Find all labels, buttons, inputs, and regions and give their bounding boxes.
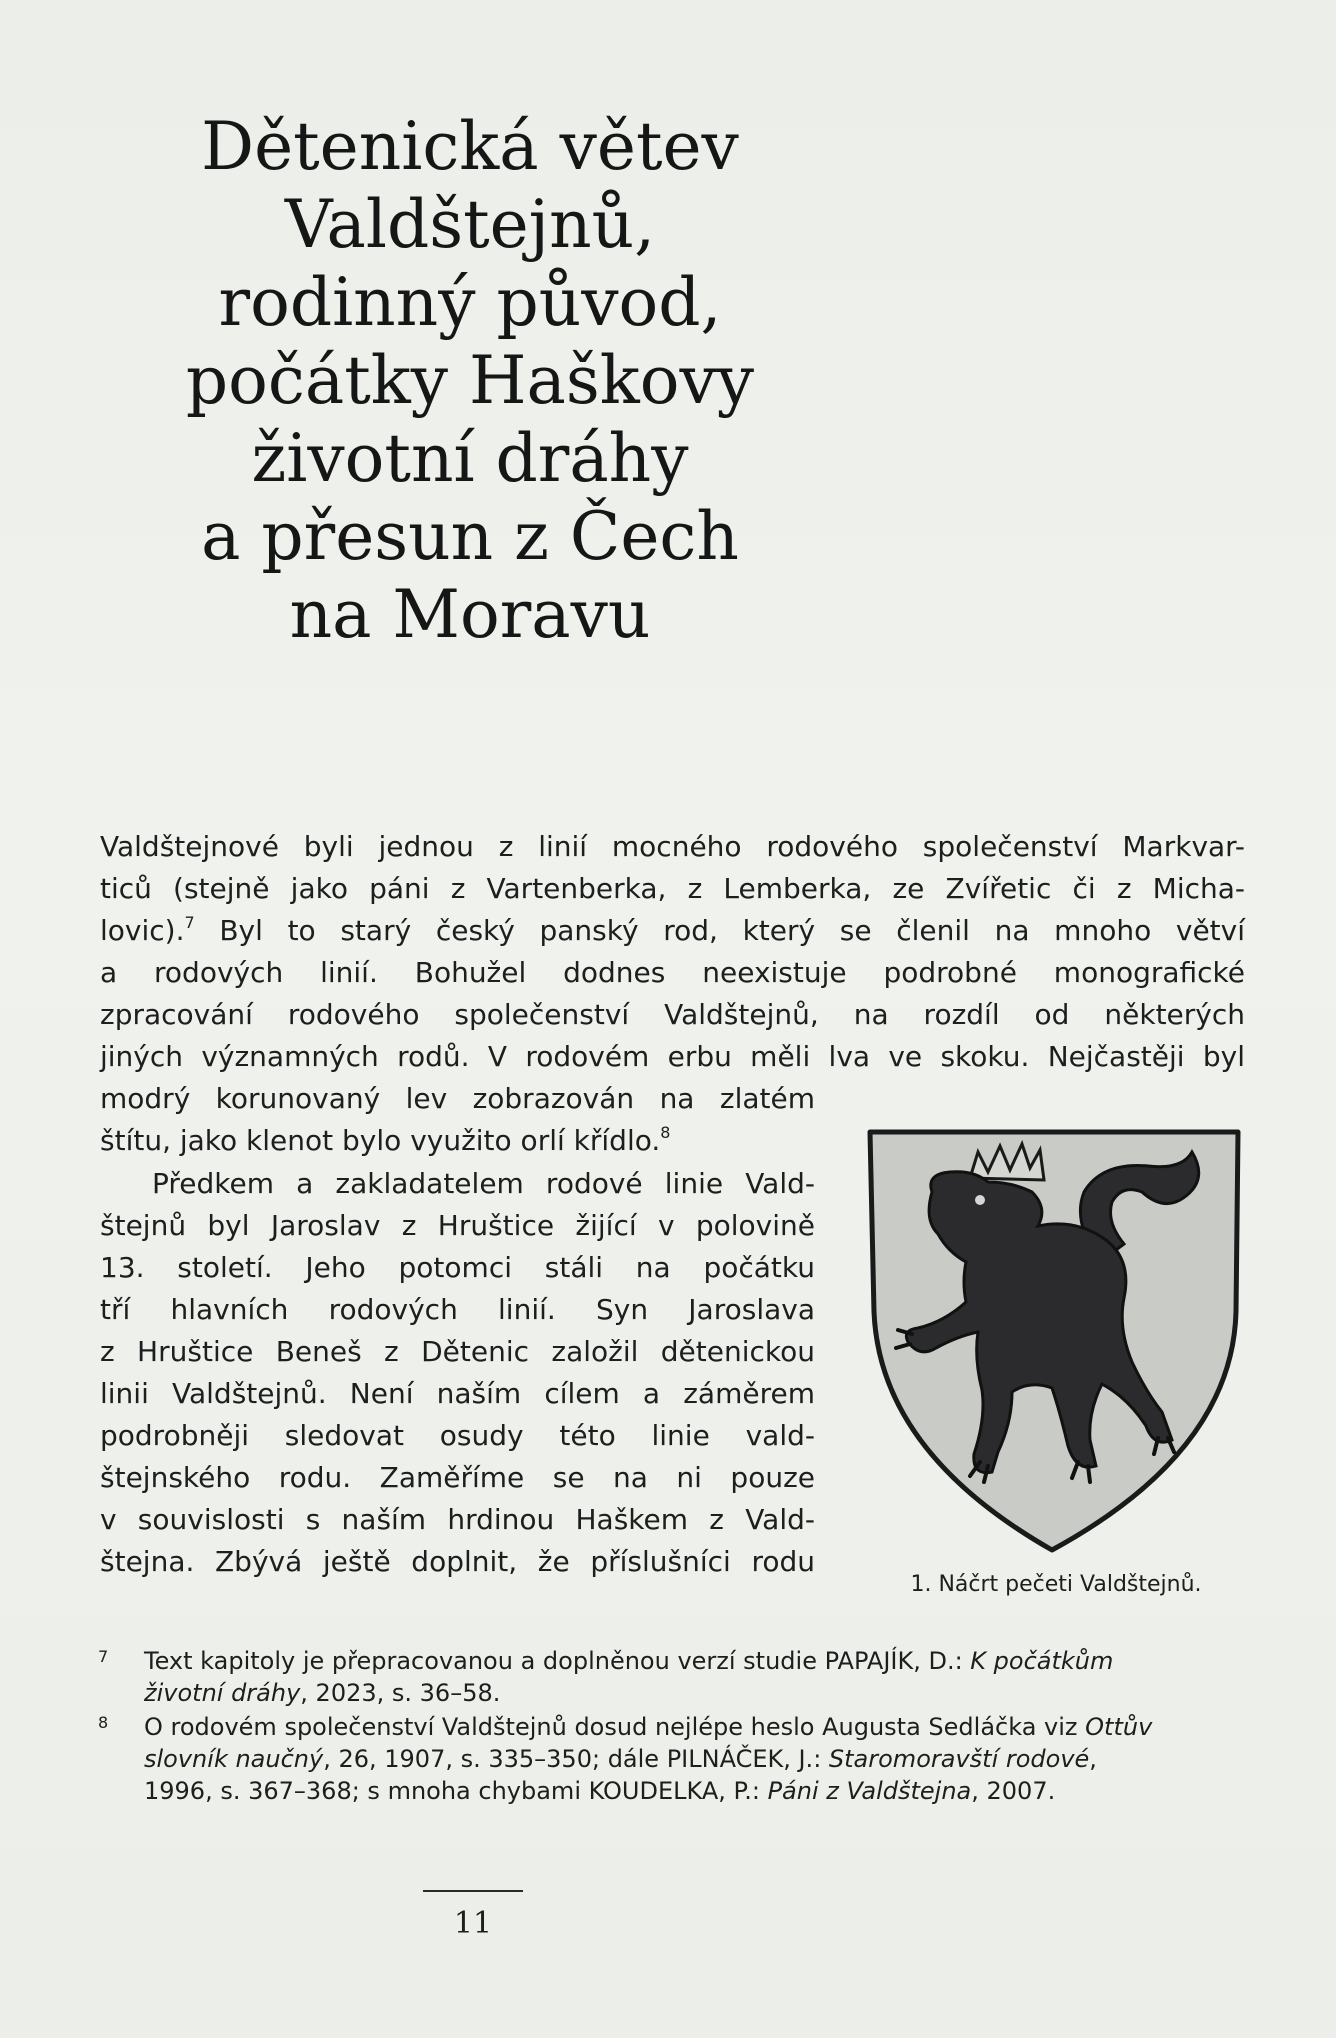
text-segment: Staromoravští rodové <box>828 1745 1090 1773</box>
text-segment: Ottův <box>1085 1713 1153 1741</box>
paragraph-1 <box>100 826 1245 1162</box>
page-number-rule <box>423 1890 523 1892</box>
text-segment: Páni z Valdštejna <box>767 1777 972 1805</box>
footnote-line <box>144 1775 1246 1807</box>
text-line: štejnů byl Jaroslav z Hruštice žijící v polovině <box>100 1209 815 1242</box>
text-line: štejnského rodu. Zaměříme se na ni pouze <box>100 1461 815 1494</box>
chapter-title <box>140 108 800 654</box>
footnote-number: 8 <box>98 1713 109 1732</box>
text-line: zpracování rodového společenství Valdštejnů, na rozdíl od některých <box>100 998 1245 1031</box>
footnote-line <box>144 1711 1246 1743</box>
text-segment: K počátkům <box>970 1647 1114 1675</box>
text-segment: Byl to starý český panský rod, který se členil na mnoho větví <box>194 914 1245 947</box>
footnote-line <box>144 1743 1246 1775</box>
title-line: počátky Haškovy <box>185 342 755 419</box>
lion-coat-of-arms-icon <box>862 1122 1246 1562</box>
page-number: 11 <box>453 1906 493 1941</box>
text-line: z Hruštice Beneš z Dětenic založil dětenickou <box>100 1335 815 1368</box>
text-line <box>100 1120 815 1162</box>
text-segment: Text kapitoly je přepracovanou a doplněnou verzí studie PAPAJÍK, D.: <box>144 1647 971 1675</box>
footnotes <box>96 1645 1246 1809</box>
title-line: životní dráhy <box>251 420 689 497</box>
figure-caption: 1. Náčrt pečeti Valdštejnů. <box>910 1572 1202 1597</box>
text-line: štejna. Zbývá ještě doplnit, že příslušníci rodu <box>100 1545 815 1578</box>
text-line: ticů (stejně jako páni z Vartenberka, z Lemberka, ze Zvířetic či z Micha- <box>100 872 1245 905</box>
text-line: 13. století. Jeho potomci stáli na počátku <box>100 1251 815 1284</box>
text-segment: , 2023, s. 36–58. <box>300 1679 501 1707</box>
title-line: na Moravu <box>289 576 651 653</box>
title-line: rodinný původ, <box>218 264 722 341</box>
paragraph-2 <box>100 1163 815 1583</box>
footnote <box>96 1645 1246 1709</box>
text-segment: životní dráhy <box>144 1679 301 1707</box>
title-line: a přesun z Čech <box>201 498 739 575</box>
text-segment: slovník naučný <box>144 1745 324 1773</box>
text-line: linii Valdštejnů. Není naším cílem a záměrem <box>100 1377 815 1410</box>
footnote-line <box>144 1677 1246 1709</box>
text-segment: , <box>1089 1745 1097 1773</box>
text-line: podrobněji sledovat osudy této linie vald- <box>100 1419 815 1452</box>
text-segment: 1996, s. 367–368; s mnoha chybami KOUDELKA, P.: <box>144 1777 768 1805</box>
footnote <box>96 1711 1246 1807</box>
text-segment: , 2007. <box>971 1777 1056 1805</box>
text-line: Předkem a zakladatelem rodové linie Vald- <box>152 1167 815 1200</box>
title-line: Valdštejnů, <box>284 186 656 263</box>
coat-of-arms-figure <box>862 1122 1246 1612</box>
text-line: v souvislosti s naším hrdinou Haškem z Vald- <box>100 1503 815 1536</box>
text-segment: O rodovém společenství Valdštejnů dosud nejlépe heslo Augusta Sedláčka viz <box>144 1713 1086 1741</box>
footnote-ref-8[interactable]: 8 <box>660 1123 671 1142</box>
narrow-column <box>100 1078 815 1162</box>
title-line: Dětenická větev <box>201 108 739 185</box>
text-segment: lovic). <box>100 914 185 947</box>
text-line: a rodových linií. Bohužel dodnes neexistuje podrobné monografické <box>100 956 1245 989</box>
text-line: jiných významných rodů. V rodovém erbu měli lva ve skoku. Nejčastěji byl <box>100 1040 1245 1073</box>
footnote-ref-7[interactable]: 7 <box>184 913 195 932</box>
text-segment: štítu, jako klenot bylo využito orlí křídlo. <box>100 1124 661 1157</box>
text-line: modrý korunovaný lev zobrazován na zlatém <box>100 1082 815 1115</box>
footnote-number: 7 <box>98 1647 109 1666</box>
text-segment: , 26, 1907, s. 335–350; dále PILNÁČEK, J.: <box>323 1745 829 1773</box>
text-line: tří hlavních rodových linií. Syn Jaroslava <box>100 1293 815 1326</box>
text-line: Valdštejnové byli jednou z linií mocného rodového společenství Markvar- <box>100 830 1245 863</box>
footnote-line <box>144 1645 1246 1677</box>
text-line <box>100 910 1245 952</box>
